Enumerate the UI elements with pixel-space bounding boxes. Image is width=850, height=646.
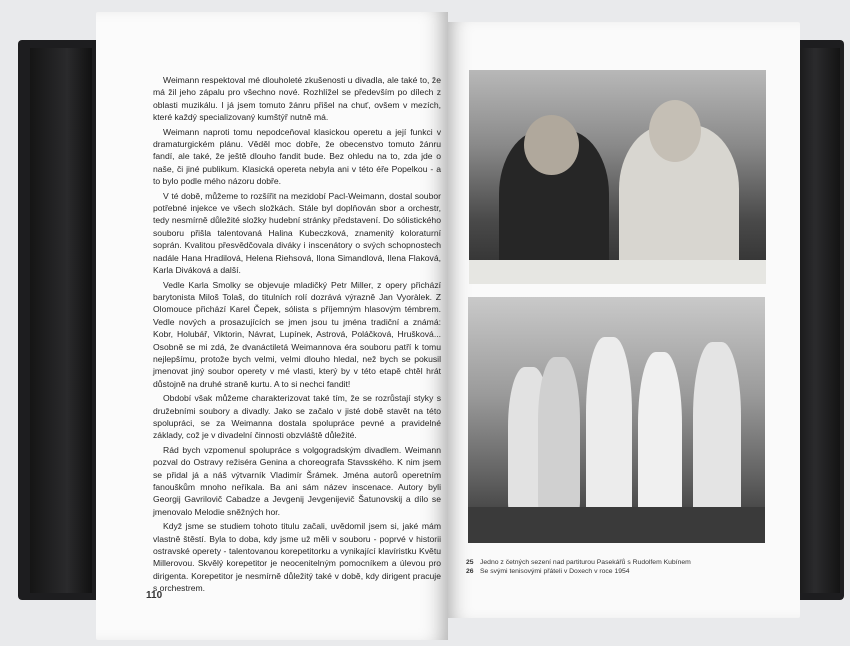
caption-number: 25 [466,559,474,566]
paragraph: Období však můžeme charakterizovat také tím, že se rozrůstají styky s družebními soubory a divadly. Jako se začalo v jisté době stavět na této spolupráci, se za Weimanna dostala spolupráce pevné a pravidelné základy, což je v divadelní činnosti obzvláště důležité. [153,393,441,441]
photo-score-session [469,70,766,284]
paragraph: Rád bych vzpomenul spolupráce s volgogradským divadlem. Weimann pozval do Ostravy režiséra Genina a choreografa Stavsského. K nim jsem se přidal já a náš výtvarník Vladimír Šrámek. Jména autorů operetním fanouškům mnoho neříkala. Ba ani sám název inscenace. Autory byli Georgij Gavrilovič Cabadze a Jevgenij Jevgenijevič Šatunovskij a dílo se jmenovalo Melodie sněžných hor. [153,444,441,517]
caption-row [466,568,766,577]
right-page [448,22,800,618]
paragraph: Vedle Karla Smolky se objevuje mladičký Petr Miller, z opery přichází barytonista Miloš Tolaš, do titulních rolí dozrává výrazně Jan Vyoràlek. Z Olomouce přichází Karel Čepek, sólista s příjemným hlasovým témbrem. Vedle nových a prosazujících se jmen jsou tu jména tradiční a známá: Kobr, Holubář, Viktorin, Návrat, Lupínek, Astrová, Poláčková, Hrušková... Osobně se mi zdá, že dvanáctiletá Weimannova éra souboru patří k tomu nejlepšímu, protože bych velmi, velmi dlouho hledal, než bych se pokusil jmenovat jiný soubor operety v mé vlasti, který by v této etapě chtěl hrát důstojně na druhé straně kurtu. A to si nechci fandit! [153,279,441,389]
photo-captions [466,559,766,576]
caption-text: Jedno z četných sezení nad partiturou Pasekářů s Rudolfem Kubínem [480,559,691,566]
paragraph: V té době, můžeme to rozšířit na mezidobí Pacl-Weimann, dostal soubor potřebné injekce ve všech složkách. Stále byl doplňován sbor a orchestr, tedy nesmírně důležité složky hudební stránky představení. Do sólistického souboru přišla talentovaná Halina Kubeczková, znamenitý koloraturní soprán. Kvalitou přesvědčovala diváky i inscenátory o svých schopnostech nadále Hana Hradilová, Helena Riehsová, Ilona Simandlová, Ilena Flaková, Karla Diváková a další. [153,190,441,276]
left-page-text [153,74,441,597]
paragraph: Když jsme se studiem tohoto titulu začali, uvědomil jsem si, jaké mám vlastně štěstí. Byla to doba, kdy jsme už měli v souboru - poprvé v historii ostravské operety - talentovanou korepetitorku a vynikající klavíristku Květu Millerovou. Skvělý korepetitor je neocenitelným pomocníkem a úlevou pro dirigenta. Korepetitor je nesmírně důležitý také v době, kdy dirigent pracuje s orchestrem. [153,521,441,594]
caption-row [466,559,766,568]
page-number: 110 [146,590,163,601]
caption-number: 26 [466,567,474,575]
paragraph: Weimann naproti tomu nepodceňoval klasickou operetu a její funkci v dramaturgickém plánu. Věděl moc dobře, že obecenstvo tomuto žánru fandí, ale také, že ještě dlouho fandit bude. Bez ohledu na to, zda jde o naše, či jiné publikum. Klasická opereta nebyla ani v této éře Popelkou - a to bylo podle mého názoru dobře. [153,126,441,187]
cover-edge-left [30,48,92,593]
left-page [96,12,448,640]
paragraph: Weimann respektoval mé dlouholeté zkušenosti u divadla, ale také to, že má žil jeho zápalu pro všechno nové. Rozhlížel se především po dílech z oblasti muzikálu. I já jsem tomuto žánru přišel na chuť, ovšem v mezích, které každý specializovaný kumštýř nutně má. [153,75,441,123]
caption-text: Se svými tenisovými přáteli v Doxech v roce 1954 [480,567,630,575]
photo-tennis-friends [468,297,765,543]
